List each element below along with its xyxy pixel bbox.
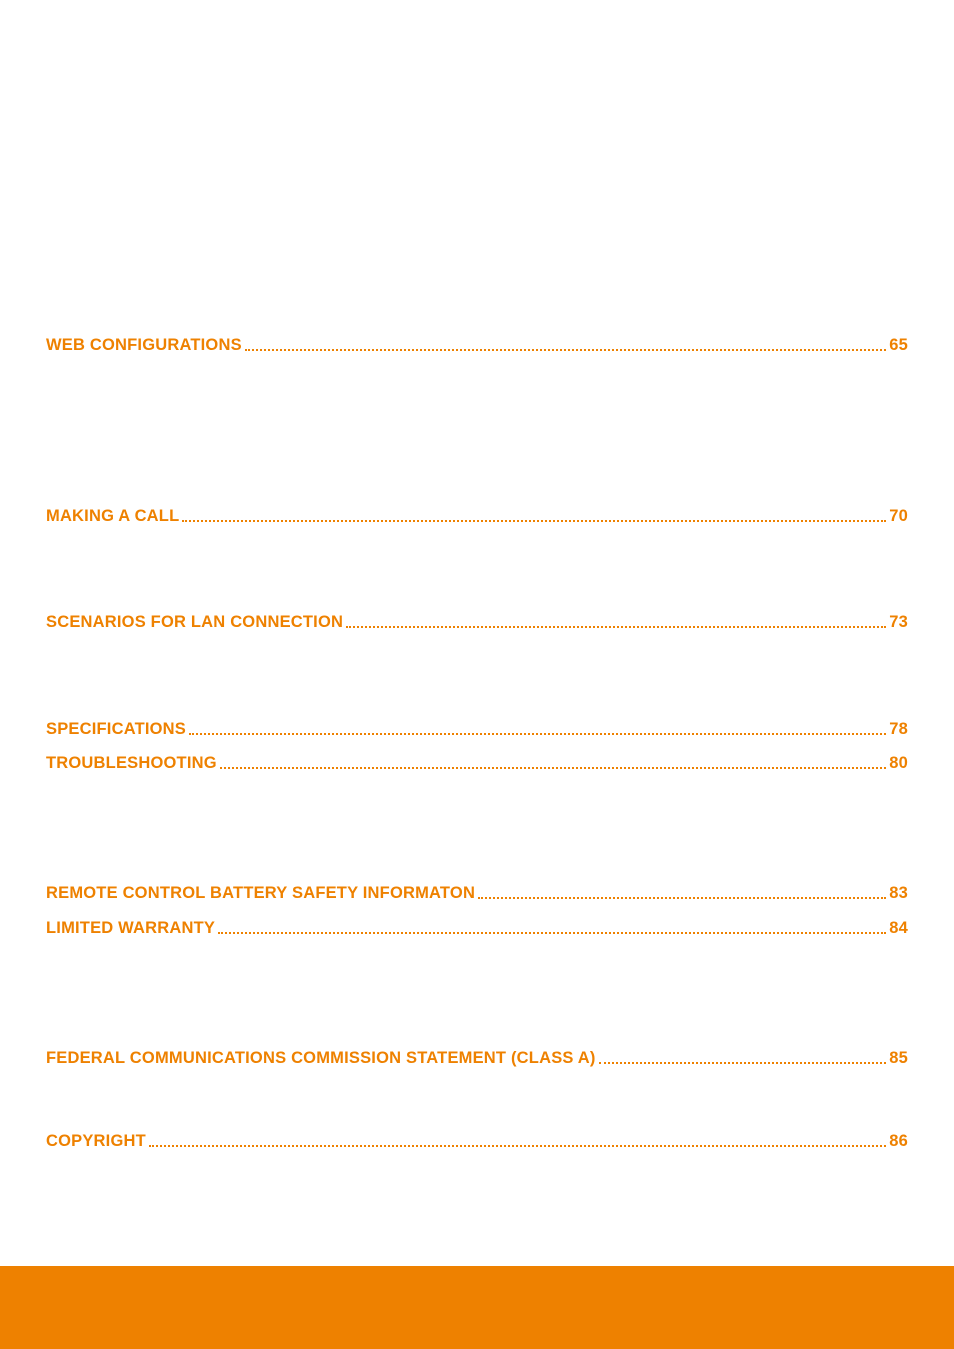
- toc-entry-page-number: 85: [889, 1049, 908, 1067]
- toc-entry-title: TROUBLESHOOTING: [46, 754, 217, 772]
- toc-entry-page-number: 73: [889, 613, 908, 631]
- toc-entry-title: LIMITED WARRANTY: [46, 919, 216, 937]
- toc-entry-fcc-statement[interactable]: [46, 1046, 908, 1068]
- toc-dot-leader: [182, 520, 886, 522]
- toc-entry-specifications[interactable]: [46, 717, 908, 739]
- toc-entry-remote-control-battery-safety[interactable]: [46, 881, 908, 903]
- toc-entry-title: REMOTE CONTROL BATTERY SAFETY INFORMATON: [46, 884, 476, 902]
- toc-dot-leader: [346, 626, 886, 628]
- toc-entry-limited-warranty[interactable]: [46, 916, 908, 938]
- toc-dot-leader: [245, 349, 886, 351]
- toc-entry-title: SPECIFICATIONS: [46, 720, 187, 738]
- toc-entry-page-number: 80: [889, 754, 908, 772]
- toc-entry-scenarios-for-lan-connection[interactable]: [46, 610, 908, 632]
- toc-entry-page-number: 65: [889, 336, 908, 354]
- toc-dot-leader: [218, 932, 886, 934]
- toc-dot-leader: [220, 767, 886, 769]
- toc-entry-title: WEB CONFIGURATIONS: [46, 336, 242, 354]
- footer-bar: [0, 1266, 954, 1349]
- toc-dot-leader: [478, 897, 886, 899]
- toc-entry-making-a-call[interactable]: [46, 504, 908, 526]
- toc-entry-copyright[interactable]: [46, 1129, 908, 1151]
- toc-dot-leader: [599, 1062, 887, 1064]
- toc-entry-page-number: 83: [889, 884, 908, 902]
- toc-entry-page-number: 84: [889, 919, 908, 937]
- toc-entry-title: FEDERAL COMMUNICATIONS COMMISSION STATEMENT (CLASS A): [46, 1049, 596, 1067]
- toc-entry-title: MAKING A CALL: [46, 507, 180, 525]
- toc-entry-page-number: 86: [889, 1132, 908, 1150]
- toc-dot-leader: [149, 1145, 886, 1147]
- toc-entry-web-configurations[interactable]: [46, 333, 908, 355]
- toc-entry-page-number: 78: [889, 720, 908, 738]
- toc-dot-leader: [189, 733, 886, 735]
- toc-entry-page-number: 70: [889, 507, 908, 525]
- toc-entry-title: COPYRIGHT: [46, 1132, 146, 1150]
- toc-entry-troubleshooting[interactable]: [46, 751, 908, 773]
- toc-entry-title: SCENARIOS FOR LAN CONNECTION: [46, 613, 344, 631]
